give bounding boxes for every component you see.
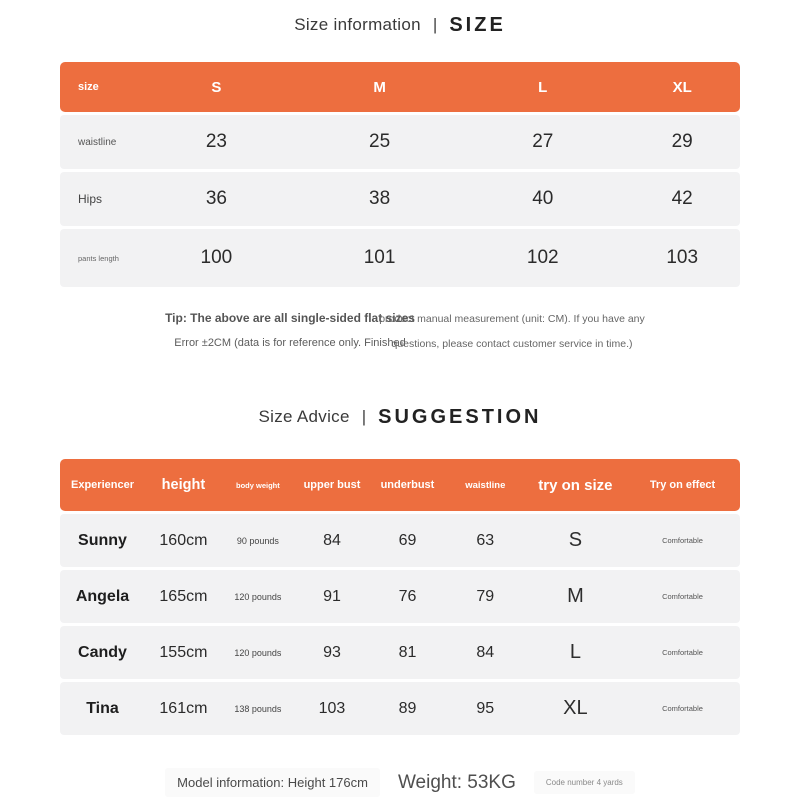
table-row-hips bbox=[60, 172, 740, 226]
cell-value: 84 bbox=[294, 514, 370, 567]
cell-height: 160cm bbox=[145, 514, 222, 567]
cell-value: 102 bbox=[461, 229, 624, 287]
cell-weight: 90 pounds bbox=[222, 514, 294, 567]
table-row-tina bbox=[60, 682, 740, 735]
cell-weight: 120 pounds bbox=[222, 570, 294, 623]
title-divider: | bbox=[361, 406, 367, 426]
size-table bbox=[60, 59, 740, 290]
cell-weight: 120 pounds bbox=[222, 626, 294, 679]
size-info-page bbox=[0, 6, 800, 806]
tip-line: questions, please contact customer service in time.) bbox=[391, 338, 633, 350]
cell-value: 103 bbox=[294, 682, 370, 735]
title-text: Size information bbox=[294, 15, 421, 34]
tip-line: Error ±2CM (data is for reference only. Finished bbox=[174, 337, 406, 349]
table-row-candy bbox=[60, 626, 740, 679]
cell-value: 103 bbox=[624, 229, 740, 287]
cell-name: Sunny bbox=[60, 514, 145, 567]
cell-effect: Comfortable bbox=[625, 514, 740, 567]
size-information-title bbox=[0, 6, 800, 40]
cell-height: 155cm bbox=[145, 626, 222, 679]
size-col-m: M bbox=[298, 62, 461, 112]
cell-value: 42 bbox=[624, 172, 740, 226]
cell-effect: Comfortable bbox=[625, 626, 740, 679]
cell-weight: 138 pounds bbox=[222, 682, 294, 735]
cell-size: M bbox=[526, 570, 625, 623]
table-row-sunny bbox=[60, 514, 740, 567]
model-info-text: Model information: Height 176cm bbox=[165, 768, 380, 797]
cell-value: 27 bbox=[461, 115, 624, 169]
col-try-on-effect: Try on effect bbox=[625, 459, 740, 511]
cell-value: 38 bbox=[298, 172, 461, 226]
col-body-weight: body weight bbox=[222, 459, 294, 511]
measurement-tip bbox=[0, 306, 800, 368]
code-number-text: Code number 4 yards bbox=[534, 771, 635, 794]
cell-name: Candy bbox=[60, 626, 145, 679]
cell-name: Angela bbox=[60, 570, 145, 623]
model-weight-text: Weight: 53KG bbox=[397, 771, 516, 793]
cell-value: 63 bbox=[445, 514, 526, 567]
cell-value: 76 bbox=[370, 570, 445, 623]
cell-value: 91 bbox=[294, 570, 370, 623]
cell-value: 101 bbox=[298, 229, 461, 287]
title-divider: | bbox=[432, 14, 438, 34]
col-height: height bbox=[145, 459, 222, 511]
tip-right-column bbox=[378, 306, 646, 356]
col-underbust: underbust bbox=[370, 459, 445, 511]
size-table-corner-label: size bbox=[60, 62, 135, 112]
size-table-header-row bbox=[60, 62, 740, 112]
col-experiencer: Experiencer bbox=[60, 459, 145, 511]
tip-line: product manual measurement (unit: CM). If you have any bbox=[379, 313, 645, 325]
table-row-pants-length bbox=[60, 229, 740, 287]
cell-value: 95 bbox=[445, 682, 526, 735]
col-try-on-size: try on size bbox=[526, 459, 625, 511]
model-info-footer bbox=[0, 768, 800, 797]
cell-value: 69 bbox=[370, 514, 445, 567]
tip-line: Tip: The above are all single-sided flat sizes bbox=[165, 311, 415, 325]
cell-name: Tina bbox=[60, 682, 145, 735]
cell-size: L bbox=[526, 626, 625, 679]
cell-value: 36 bbox=[135, 172, 298, 226]
row-label: Hips bbox=[60, 172, 135, 226]
cell-size: S bbox=[526, 514, 625, 567]
size-col-xl: XL bbox=[624, 62, 740, 112]
cell-value: 84 bbox=[445, 626, 526, 679]
cell-value: 81 bbox=[370, 626, 445, 679]
size-advice-title bbox=[0, 400, 800, 434]
suggestion-header-row bbox=[60, 459, 740, 511]
row-label: pants length bbox=[60, 229, 135, 287]
cell-value: 93 bbox=[294, 626, 370, 679]
row-label: waistline bbox=[60, 115, 135, 169]
size-col-l: L bbox=[461, 62, 624, 112]
title-text: Size Advice bbox=[258, 407, 350, 426]
cell-value: 89 bbox=[370, 682, 445, 735]
col-waistline: waistline bbox=[445, 459, 526, 511]
cell-height: 161cm bbox=[145, 682, 222, 735]
cell-effect: Comfortable bbox=[625, 570, 740, 623]
cell-value: 29 bbox=[624, 115, 740, 169]
table-row-angela bbox=[60, 570, 740, 623]
cell-value: 25 bbox=[298, 115, 461, 169]
cell-effect: Comfortable bbox=[625, 682, 740, 735]
table-row-waistline bbox=[60, 115, 740, 169]
title-label: SIZE bbox=[449, 13, 506, 36]
cell-size: XL bbox=[526, 682, 625, 735]
cell-height: 165cm bbox=[145, 570, 222, 623]
suggestion-table bbox=[60, 456, 740, 738]
cell-value: 100 bbox=[135, 229, 298, 287]
cell-value: 23 bbox=[135, 115, 298, 169]
col-upper-bust: upper bust bbox=[294, 459, 370, 511]
cell-value: 40 bbox=[461, 172, 624, 226]
cell-value: 79 bbox=[445, 570, 526, 623]
title-label: SUGGESTION bbox=[378, 405, 542, 428]
size-col-s: S bbox=[135, 62, 298, 112]
